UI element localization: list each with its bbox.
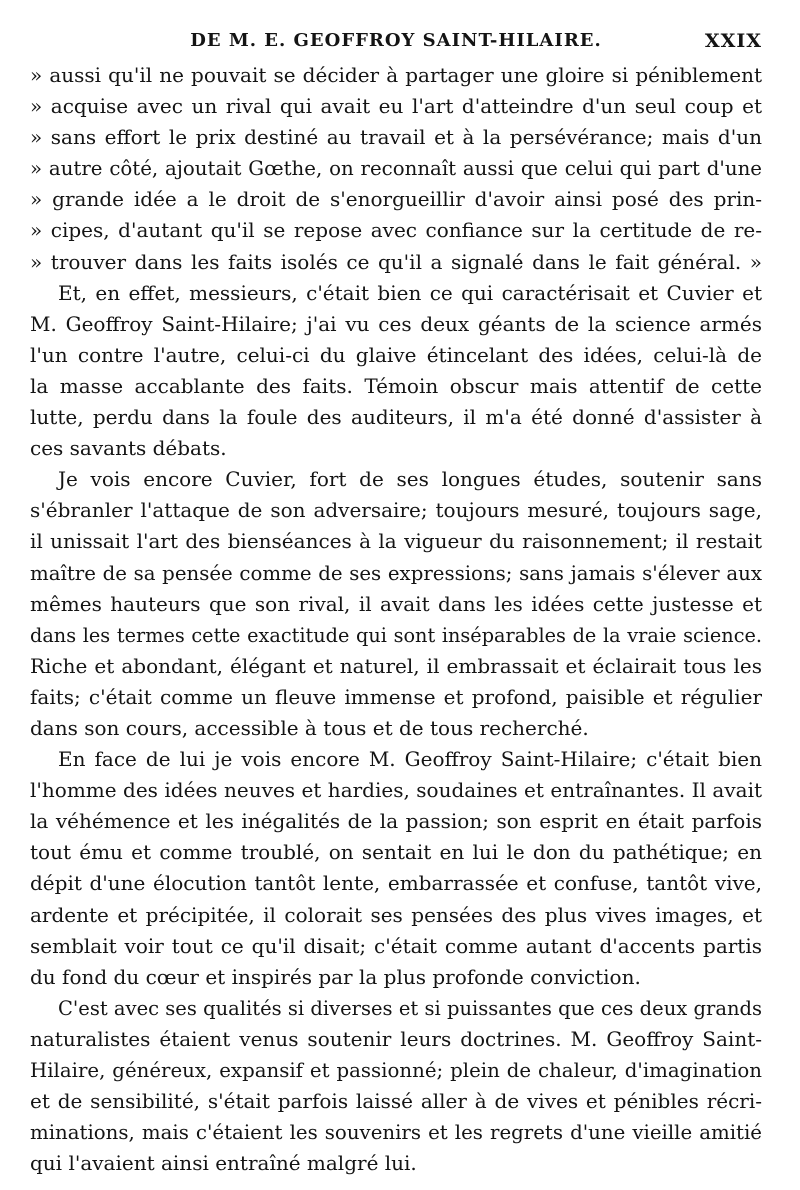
text-line: dépit d'une élocution tantôt lente, embarrassée et confuse, tantôt vive, xyxy=(30,871,762,896)
text-line: et de sensibilité, s'était parfois laissé aller à de vives et pénibles récri- xyxy=(30,1089,762,1114)
text-line: la masse accablante des faits. Témoin obscur mais attentif de cette xyxy=(30,373,762,398)
text-line: il unissait l'art des bienséances à la vigueur du raisonnement; il restait xyxy=(30,529,762,554)
text-line: minations, mais c'étaient les souvenirs et les regrets d'une vieille amitié xyxy=(30,1121,762,1145)
paragraph-start-line: C'est avec ses qualités si diverses et si puissantes que ces deux grands xyxy=(58,996,762,1020)
text-line: l'un contre l'autre, celui-ci du glaive étincelant des idées, celui-là de xyxy=(30,342,762,367)
text-line: Hilaire, généreux, expansif et passionné; plein de chaleur, d'imagination xyxy=(30,1059,762,1082)
text-line: ardente et précipitée, il colorait ses pensées des plus vives images, et xyxy=(30,902,762,927)
paragraph-end-line: ces savants débats. xyxy=(30,436,227,461)
text-line: tout ému et comme troublé, on sentait en lui le don du pathétique; en xyxy=(30,840,762,865)
text-line: s'ébranler l'attaque de son adversaire; toujours mesuré, toujours sage, xyxy=(30,498,762,523)
text-line: semblait voir tout ce qu'il disait; c'était comme autant d'accents partis xyxy=(30,933,762,958)
running-head xyxy=(30,22,762,52)
text-line: » cipes, d'autant qu'il se repose avec confiance sur la certitude de re- xyxy=(30,218,762,243)
text-line: l'homme des idées neuves et hardies, soudaines et entraînantes. Il avait xyxy=(30,778,762,803)
text-line: Riche et abondant, élégant et naturel, il embrassait et éclairait tous les xyxy=(30,653,762,678)
paragraph-end-line: dans son cours, accessible à tous et de tous recherché. xyxy=(30,715,589,740)
text-line: mêmes hauteurs que son rival, il avait dans les idées cette justesse et xyxy=(30,591,762,616)
text-line: naturalistes étaient venus soutenir leurs doctrines. M. Geoffroy Saint- xyxy=(30,1026,762,1051)
text-line: dans les termes cette exactitude qui sont inséparables de la vraie science. xyxy=(30,623,762,647)
text-line: maître de sa pensée comme de ses expressions; sans jamais s'élever aux xyxy=(30,561,762,585)
paragraph-end-line: qui l'avaient ainsi entraîné malgré lui. xyxy=(30,1151,417,1176)
text-line: faits; c'était comme un fleuve immense et profond, paisible et régulier xyxy=(30,684,762,709)
text-line: lutte, perdu dans la foule des auditeurs, il m'a été donné d'assister à xyxy=(30,405,762,430)
paragraph-start-line: Et, en effet, messieurs, c'était bien ce qui caractérisait et Cuvier et xyxy=(58,280,762,305)
text-line: » grande idée a le droit de s'enorgueillir d'avoir ainsi posé des prin- xyxy=(30,187,762,212)
text-line: » trouver dans les faits isolés ce qu'il a signalé dans le fait général. » xyxy=(30,249,762,274)
text-line: » acquise avec un rival qui avait eu l'art d'atteindre d'un seul coup et xyxy=(30,94,762,119)
text-line: » autre côté, ajoutait Gœthe, on reconnaît aussi que celui qui part d'une xyxy=(30,157,762,181)
paragraph-start-line: En face de lui je vois encore M. Geoffroy Saint-Hilaire; c'était bien xyxy=(58,747,762,772)
text-line: la véhémence et les inégalités de la passion; son esprit en était parfois xyxy=(30,809,762,834)
running-title: DE M. E. GEOFFROY SAINT-HILAIRE. xyxy=(190,30,602,51)
paragraph-start-line: Je vois encore Cuvier, fort de ses longues études, soutenir sans xyxy=(58,467,762,492)
paragraph-end-line: du fond du cœur et inspirés par la plus profonde conviction. xyxy=(30,964,641,989)
text-line: » aussi qu'il ne pouvait se décider à partager une gloire si péniblement xyxy=(30,63,762,87)
text-line: » sans effort le prix destiné au travail et à la persévérance; mais d'un xyxy=(30,125,762,150)
body-text xyxy=(30,60,762,1179)
text-line: M. Geoffroy Saint-Hilaire; j'ai vu ces deux géants de la science armés xyxy=(30,311,762,336)
page-number: XXIX xyxy=(704,30,762,52)
